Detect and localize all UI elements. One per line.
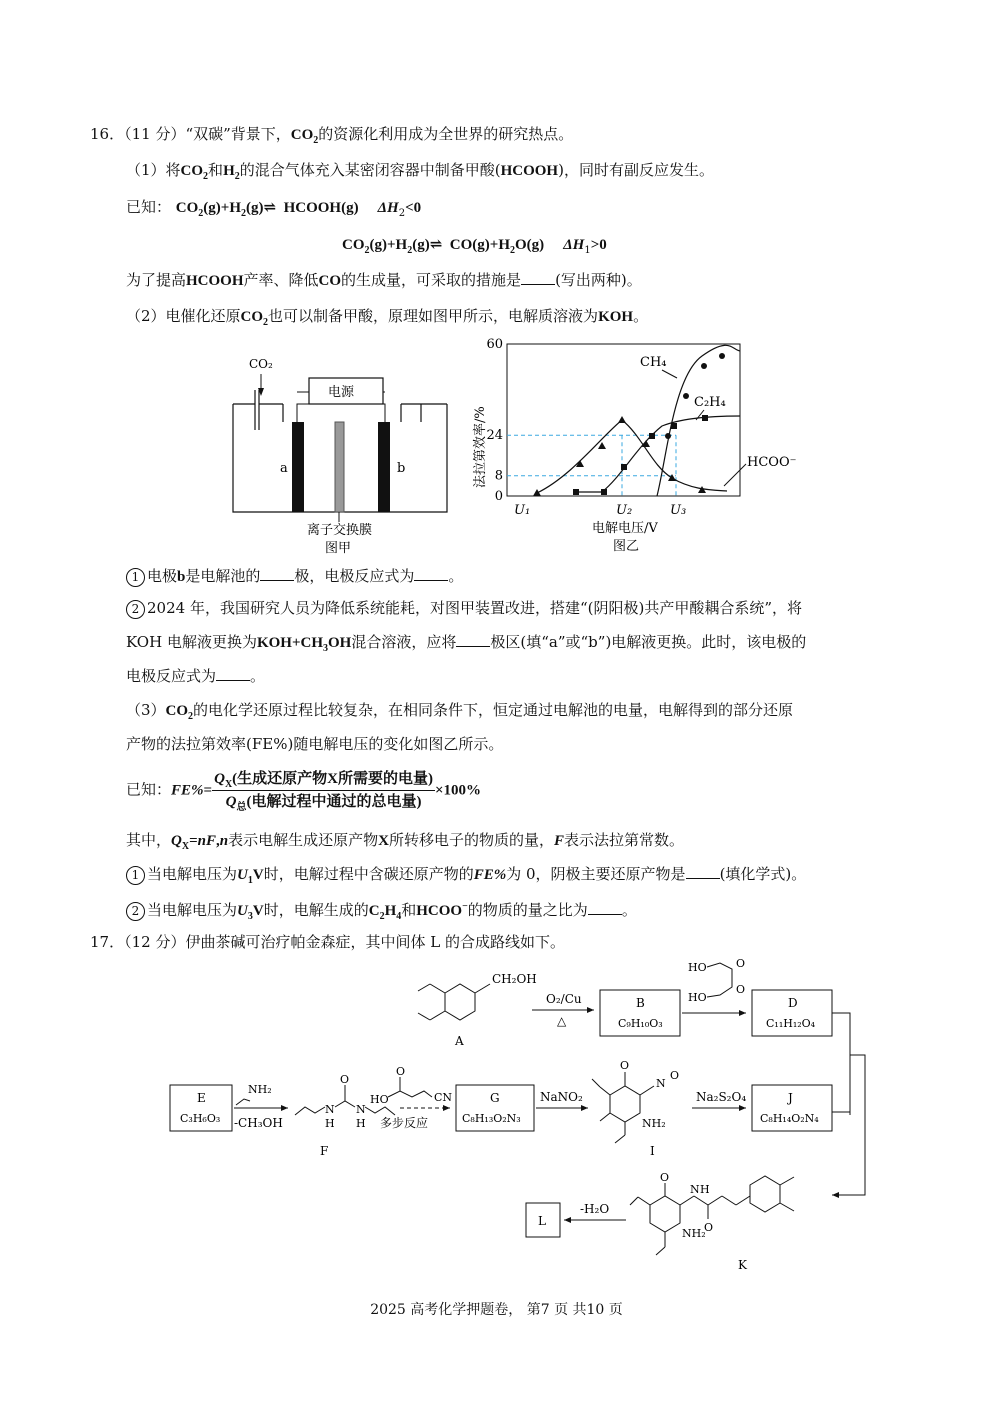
- x-tick-label: U₁: [514, 503, 531, 518]
- series-curve-3: [537, 420, 727, 493]
- q16-sub2-line3: 电极反应式为 。: [126, 667, 266, 685]
- answer-blank[interactable]: [414, 566, 448, 581]
- ch4-marker: [701, 363, 707, 369]
- q16-part3-line1: $(3)CO_2$的电化学还原过程比较复杂，在相同条件下，恒定通过电解池的电量，电解得到的部分还原: [126, 701, 794, 722]
- o-label: O: [670, 1069, 680, 1082]
- membrane-label: 离子交换膜: [307, 523, 373, 538]
- o-label: O: [736, 983, 746, 996]
- h-label: H: [700, 1183, 710, 1196]
- x-axis-label: 电解电压/V: [592, 521, 658, 536]
- hcoo-marker: [533, 489, 541, 496]
- label-g: G: [490, 1091, 500, 1105]
- label-d: D: [788, 996, 798, 1010]
- label-b: B: [636, 996, 645, 1010]
- h-label: H: [325, 1117, 335, 1130]
- fig-jia-caption: 图甲: [325, 541, 352, 556]
- formula-b: C₉H₁₀O₃: [618, 1017, 663, 1030]
- c2h4-marker: [621, 464, 627, 470]
- y-tick-label: 0: [494, 489, 503, 504]
- leader-ch4: [662, 370, 677, 378]
- electrode-b-label: b: [397, 461, 406, 476]
- c2h4-marker: [649, 433, 655, 439]
- figure-jia: [225, 352, 470, 557]
- c2h4-marker: [671, 423, 677, 429]
- electrode-a-label: a: [280, 461, 288, 476]
- nh2-label: NH₂: [682, 1227, 706, 1240]
- hcoo-marker: [618, 416, 626, 423]
- ho-label: HO: [688, 991, 707, 1004]
- q16-sub2-line1: 2 2024 年，我国研究人员为降低系统能耗，对图甲装置改进，搭建“(阴阳极)共产甲酸耦合系统”，将: [126, 598, 802, 619]
- y-tick-label: 24: [486, 428, 503, 444]
- reagent-o2cu: O₂/Cu: [546, 992, 582, 1006]
- q17-heading: 17．（12 分）伊曲茶碱可治疗帕金森症，其中间体 L 的合成路线如下。: [90, 933, 565, 951]
- hcoo-marker: [598, 442, 606, 449]
- nh2-label: NH₂: [642, 1117, 666, 1130]
- nh2-label: NH₂: [248, 1083, 272, 1096]
- formula-j: C₈H₁₄O₂N₄: [760, 1112, 819, 1125]
- hcoo-marker: [668, 474, 676, 481]
- label-f: F: [320, 1144, 329, 1158]
- reagent-na2s2o4: Na₂S₂O₄: [696, 1090, 747, 1104]
- h-label: H: [356, 1117, 366, 1130]
- label-k: K: [738, 1258, 747, 1272]
- electrode-b: [378, 422, 390, 512]
- series-curve-1: [657, 345, 740, 496]
- membrane: [335, 422, 344, 512]
- ho-label: HO: [370, 1093, 389, 1106]
- ho-label: HO: [688, 961, 707, 974]
- x-tick-label: U₃: [670, 503, 687, 518]
- q16-part2: （2）电催化还原$CO_2$也可以制备甲酸，原理如图甲所示，电解质溶液为KOH。: [126, 307, 649, 328]
- n-label: N: [690, 1183, 700, 1196]
- o-label: O: [704, 1221, 714, 1234]
- reagent-nano2: NaNO₂: [540, 1090, 583, 1104]
- c2h4-marker: [702, 415, 708, 421]
- o-label: O: [396, 1065, 406, 1078]
- answer-blank[interactable]: [456, 632, 490, 647]
- label-l: L: [538, 1214, 546, 1228]
- c2h4-marker: [601, 489, 607, 495]
- molecule-a: [418, 984, 490, 1020]
- label-i: I: [650, 1144, 655, 1158]
- synthesis-route: [160, 955, 880, 1285]
- o-label: O: [620, 1059, 630, 1072]
- q16-part3-line2: 产物的法拉第效率(FE%)随电解电压的变化如图乙所示。: [126, 735, 504, 753]
- n-label: N: [656, 1077, 666, 1090]
- answer-blank[interactable]: [588, 900, 622, 915]
- q16-measure: 为了提高HCOOH产率、降低CO的生成量，可采取的措施是 (写出两种)。: [126, 271, 642, 289]
- co2-label: CO₂: [249, 357, 273, 371]
- series-curve-2: [577, 416, 740, 492]
- q16-heading: 16．（11 分）“双碳”背景下，$CO_2$的资源化利用成为全世界的研究热点。: [90, 125, 574, 146]
- fe-formula: 已知：FE%= $\frac{Q_X(生成还原产物X所需要的电量)}{Q_总(电解过程中通过的总电量)}$ ×100%: [126, 768, 481, 813]
- formula-g: C₈H₁₃O₂N₃: [462, 1112, 521, 1125]
- ch2oh-label: CH₂OH: [492, 972, 537, 986]
- leader-hcoo: [724, 464, 746, 486]
- answer-blank[interactable]: [686, 864, 720, 879]
- q16-part1: （1）将$CO_2$和$H_2$的混合气体充入某密闭容器中制备甲酸(HCOOH)，同时有副反应发生。: [126, 161, 714, 182]
- q16-sub3-2: 2 当电解电压为$U_3V$时，电解生成的$C_2H_4$和HCOO−的物质的量之比为 。: [126, 900, 637, 921]
- qx-definition: 其中，$Q_X=nF,n$表示电解生成还原产物X所转移电子的物质的量，F表示法拉第常数。: [126, 831, 685, 852]
- page-footer: 2025 高考化学押题卷， 第7 页 共10 页: [370, 1302, 623, 1318]
- y-tick-label: 60: [486, 337, 503, 352]
- o-label: O: [660, 1171, 670, 1184]
- reaction-side: $CO_2(g)+H_2(g)\rightleftharpoons$ $CO(g)+H_2O(g)$ $\Delta H_1>0$: [342, 237, 607, 256]
- o-label: O: [736, 957, 746, 970]
- label-a: A: [455, 1034, 464, 1048]
- electrode-a: [292, 422, 304, 512]
- series-label-ch4: CH₄: [640, 355, 667, 370]
- label-e: E: [197, 1091, 206, 1105]
- answer-blank[interactable]: [521, 270, 555, 285]
- c2h4-marker: [573, 489, 579, 495]
- y-tick-label: 8: [494, 468, 503, 484]
- label-j: J: [788, 1091, 793, 1105]
- ch4-marker: [719, 353, 725, 359]
- fig-yi-caption: 图乙: [613, 539, 640, 554]
- reagent-multistep: 多步反应: [380, 1116, 429, 1130]
- series-label-hcoo: HCOO⁻: [747, 455, 797, 470]
- o-label: O: [340, 1073, 350, 1086]
- series-label-c2h4: C₂H₄: [694, 395, 726, 410]
- n-label: N: [356, 1103, 366, 1116]
- answer-blank[interactable]: [216, 666, 250, 681]
- reagent-h2o: -H₂O: [580, 1202, 610, 1216]
- formula-d: C₁₁H₁₂O₄: [766, 1017, 816, 1030]
- y-axis-label: 法拉第效率/%: [473, 406, 488, 488]
- power-label: 电源: [328, 385, 355, 400]
- q16-sub2-line2: KOH 电解液更换为$KOH+CH_3OH$混合溶液，应将 极区(填“a”或“b”)电解液更换。此时，该电极的: [126, 633, 807, 654]
- n-label: N: [325, 1103, 335, 1116]
- cn-label: CN: [434, 1091, 453, 1104]
- answer-blank[interactable]: [260, 566, 294, 581]
- q16-sub3-1: 1 当电解电压为$U_1V$时，电解过程中含碳还原产物的FE%为 0，阴极主要还原产物是 (填化学式)。: [126, 864, 806, 885]
- reaction-main: 已知： $CO_2(g)+H_2(g)\rightleftharpoons$ HCOOH(g) $\Delta H_2<0$: [126, 198, 422, 219]
- formula-e: C₃H₆O₃: [180, 1112, 221, 1125]
- q16-sub1: 1 电极b是电解池的 极，电极反应式为 。: [126, 566, 463, 587]
- x-tick-label: U₂: [616, 503, 633, 518]
- hcoo-marker: [642, 440, 650, 447]
- ch4-marker: [683, 393, 689, 399]
- reagent-heat: △: [557, 1014, 567, 1028]
- figure-yi-chart: [462, 336, 812, 558]
- reagent-meoh: -CH₃OH: [234, 1116, 283, 1130]
- ch4-marker: [665, 433, 671, 439]
